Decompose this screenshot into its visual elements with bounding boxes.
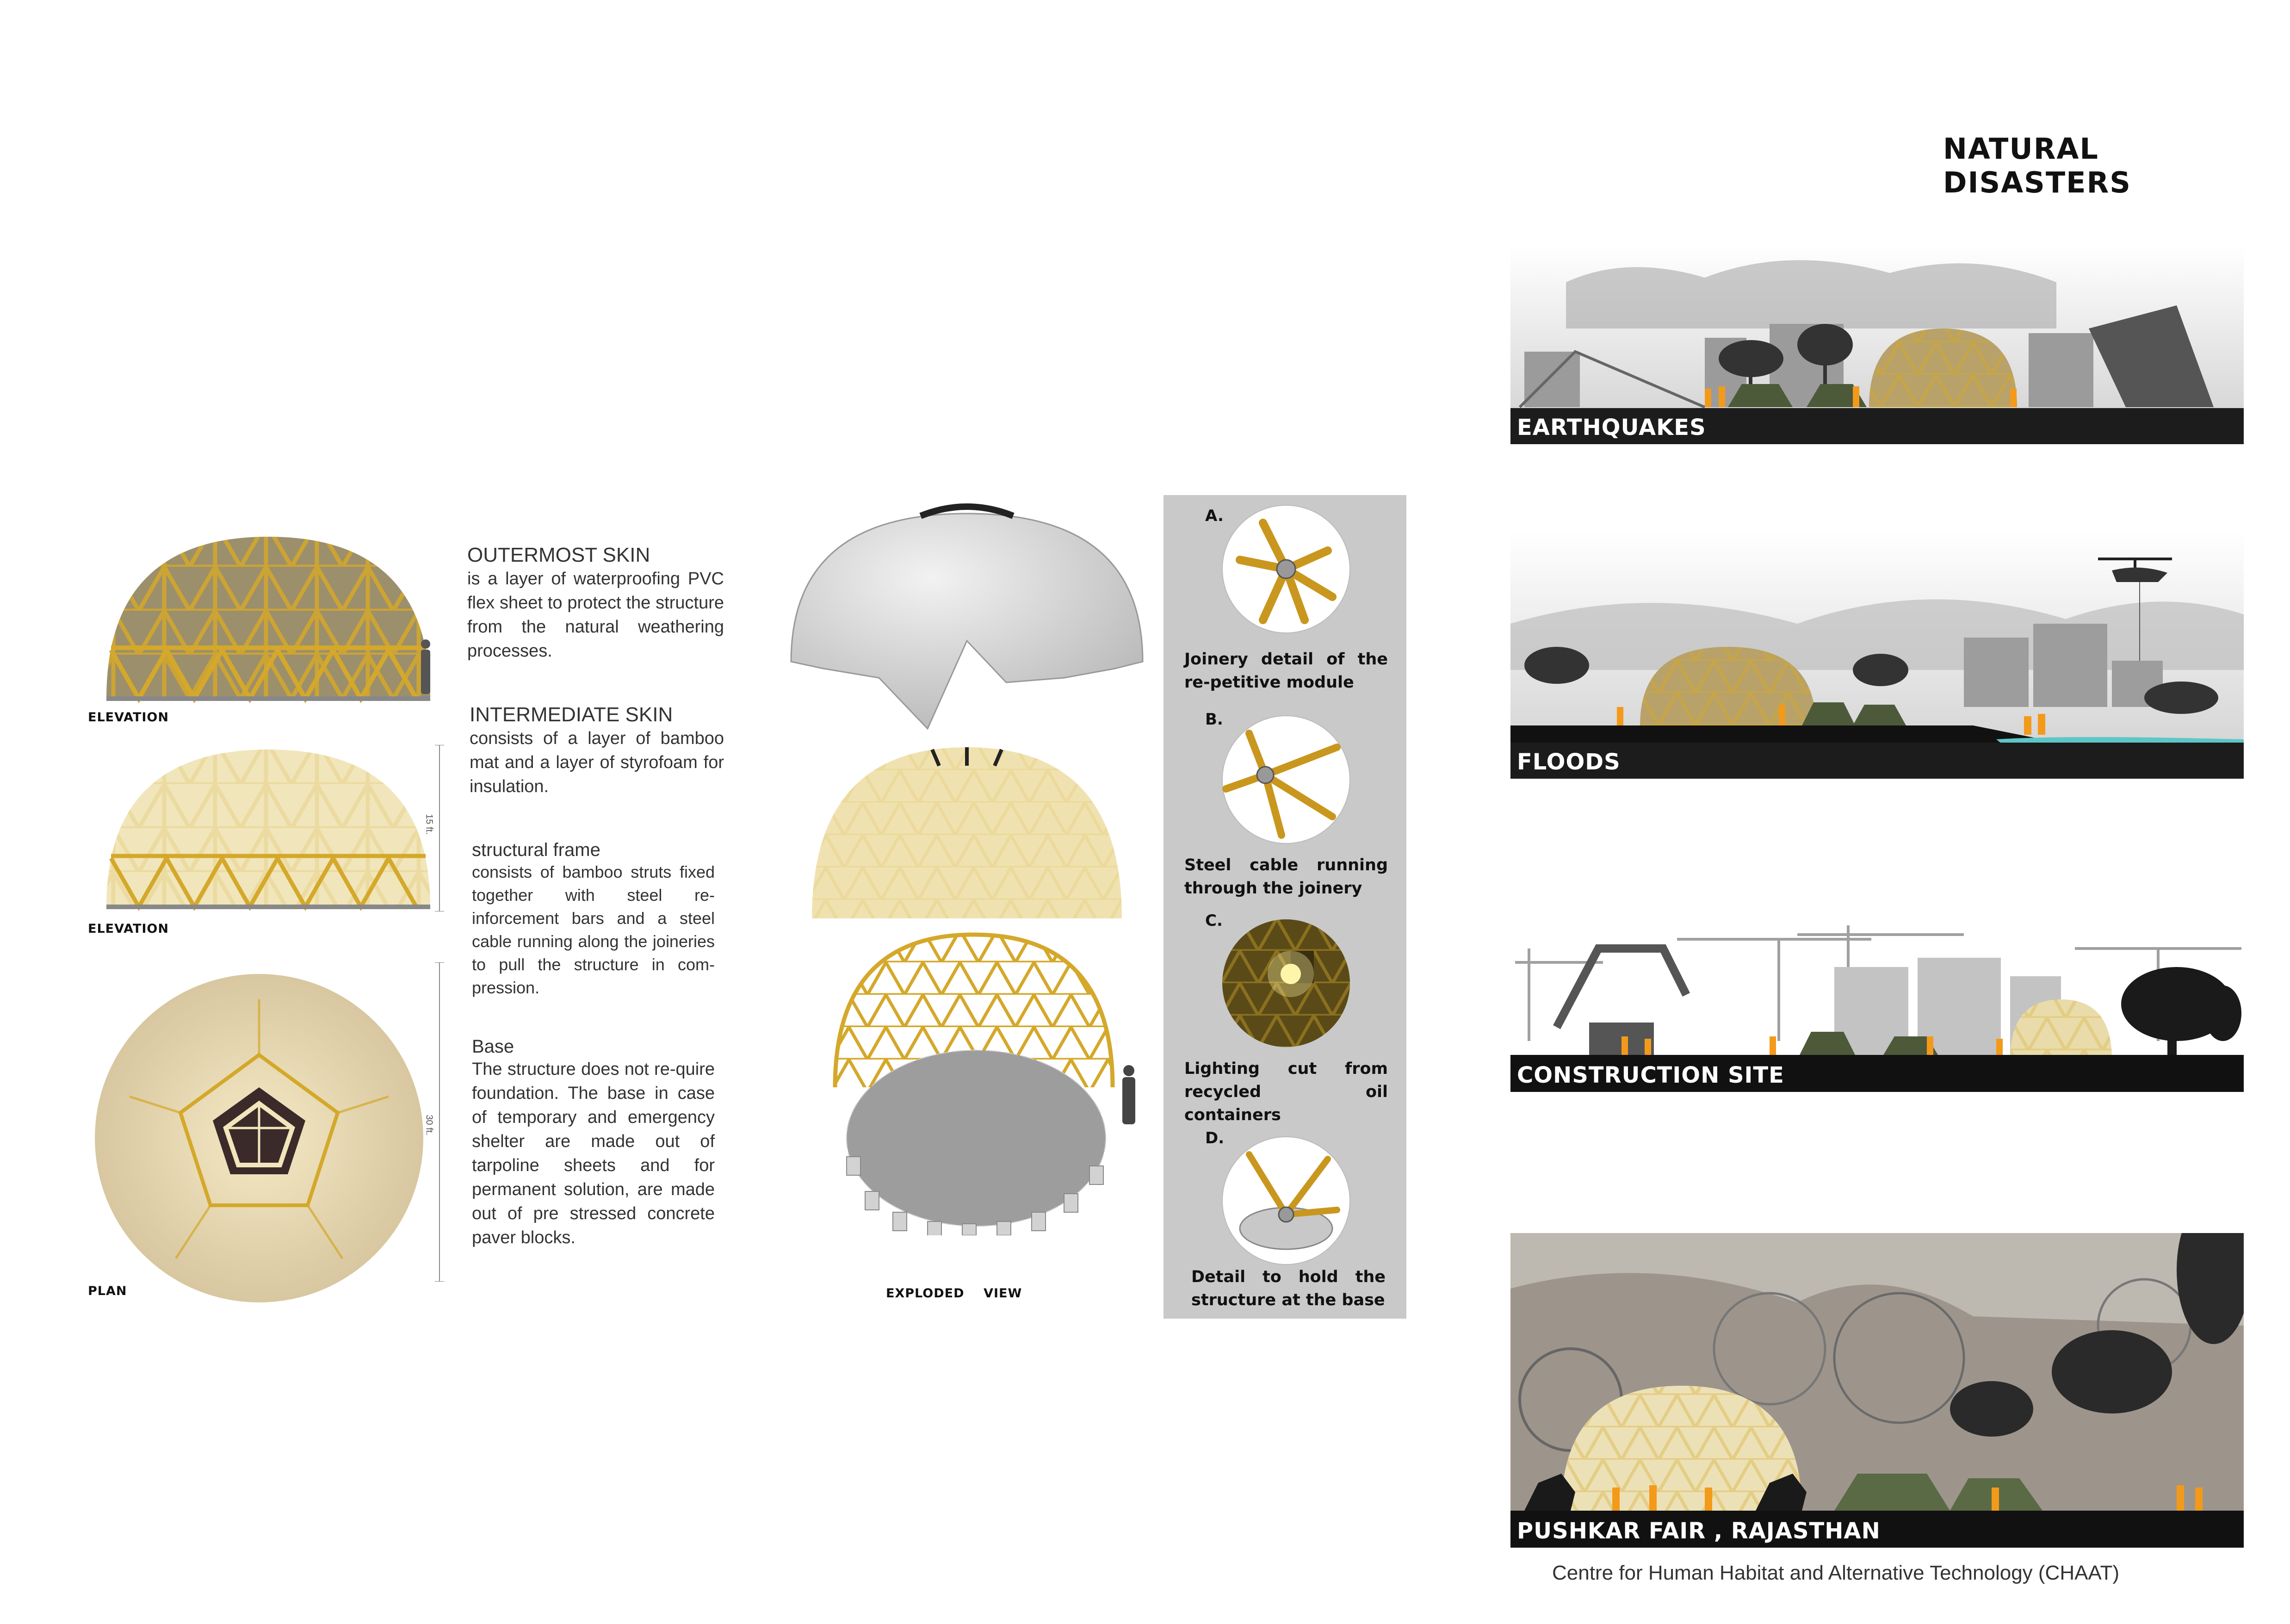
layer-title: Base [472, 1036, 514, 1057]
elevation-drawing-2 [88, 740, 449, 916]
dimension-line-15ft [433, 745, 446, 911]
plan-drawing [93, 972, 426, 1305]
layer-outermost-skin [467, 544, 724, 663]
layer-body: is a layer of waterproofing PVC flex sheet to protect the structure from the natural weathering processes. [467, 569, 724, 661]
elevation-label-1: ELEVATION [88, 710, 169, 725]
elevation-label-2: ELEVATION [88, 922, 169, 936]
scenario-caption-bar [1510, 743, 2244, 779]
dimension-text-15ft: 15 ft. [424, 814, 434, 835]
layer-base [472, 1036, 715, 1250]
detail-caption-d: Detail to hold the structure at the base [1191, 1268, 1386, 1309]
base-detail-image [1221, 1136, 1351, 1265]
exploded-outer-skin [786, 502, 1147, 733]
detail-caption-a: Joinery detail of the re-petitive module [1184, 650, 1388, 692]
layer-title: structural frame [472, 840, 600, 860]
exploded-base [837, 1041, 1115, 1235]
exploded-bamboo-mat [807, 738, 1126, 923]
lighting-detail-image [1221, 918, 1351, 1048]
scenario-caption-bar [1510, 1512, 2244, 1548]
credit-line: Centre for Human Habitat and Alternative Technology (CHAAT) [1552, 1562, 2120, 1584]
detail-caption-c: Lighting cut from recycled oil containers [1184, 1060, 1388, 1124]
elevation-drawing-1 [88, 523, 449, 708]
plan-label: PLAN [88, 1284, 127, 1298]
scenario-label: FLOODS [1517, 749, 1621, 775]
scenario-label: PUSHKAR FAIR , RAJASTHAN [1517, 1518, 1881, 1544]
joinery-detail-image [1221, 504, 1351, 634]
layer-title: INTERMEDIATE SKIN [470, 703, 673, 726]
human-scale-figure-exploded [1120, 1064, 1138, 1124]
scenario-label: CONSTRUCTION SITE [1517, 1062, 1784, 1088]
detail-caption-b: Steel cable running through the joinery [1184, 856, 1388, 898]
scenario-label: EARTHQUAKES [1517, 415, 1706, 440]
layer-body: The structure does not re-quire foundation. The base in case of temporary and emergency shelter are made out of tarpoline sheets and for permanent solution, are made out of pre stressed concrete paver blocks. [472, 1060, 715, 1247]
dimension-line-30ft [433, 962, 446, 1282]
layer-intermediate-skin [470, 703, 724, 799]
scenario-panel-construction-site [1510, 921, 2244, 1092]
human-scale-figure [419, 638, 433, 694]
scenario-caption-bar [1510, 1056, 2244, 1092]
cable-detail-image [1221, 715, 1351, 844]
page-title: NATURAL DISASTERS [1943, 132, 2131, 199]
exploded-view-label: EXPLODED VIEW [886, 1286, 1022, 1301]
layer-title: OUTERMOST SKIN [467, 544, 650, 566]
scenario-caption-bar [1510, 408, 2244, 444]
scenario-panel-earthquakes [1510, 245, 2244, 444]
layer-body: consists of bamboo struts fixed together with steel re-inforcement bars and a steel cable running along the joineries to pull the structure in com-pression. [472, 862, 715, 997]
layer-structural-frame [472, 840, 715, 999]
layer-body: consists of a layer of bamboo mat and a layer of styrofoam for insulation. [470, 729, 724, 796]
scenario-panel-floods [1510, 531, 2244, 779]
detail-letter-a: A. [1205, 507, 1224, 525]
dimension-text-30ft: 30 ft. [424, 1115, 434, 1135]
scenario-panel-pushkar-fair [1510, 1233, 2244, 1548]
detail-letter-c: C. [1205, 911, 1223, 930]
detail-letter-b: B. [1205, 710, 1223, 729]
detail-letter-d: D. [1205, 1129, 1225, 1147]
